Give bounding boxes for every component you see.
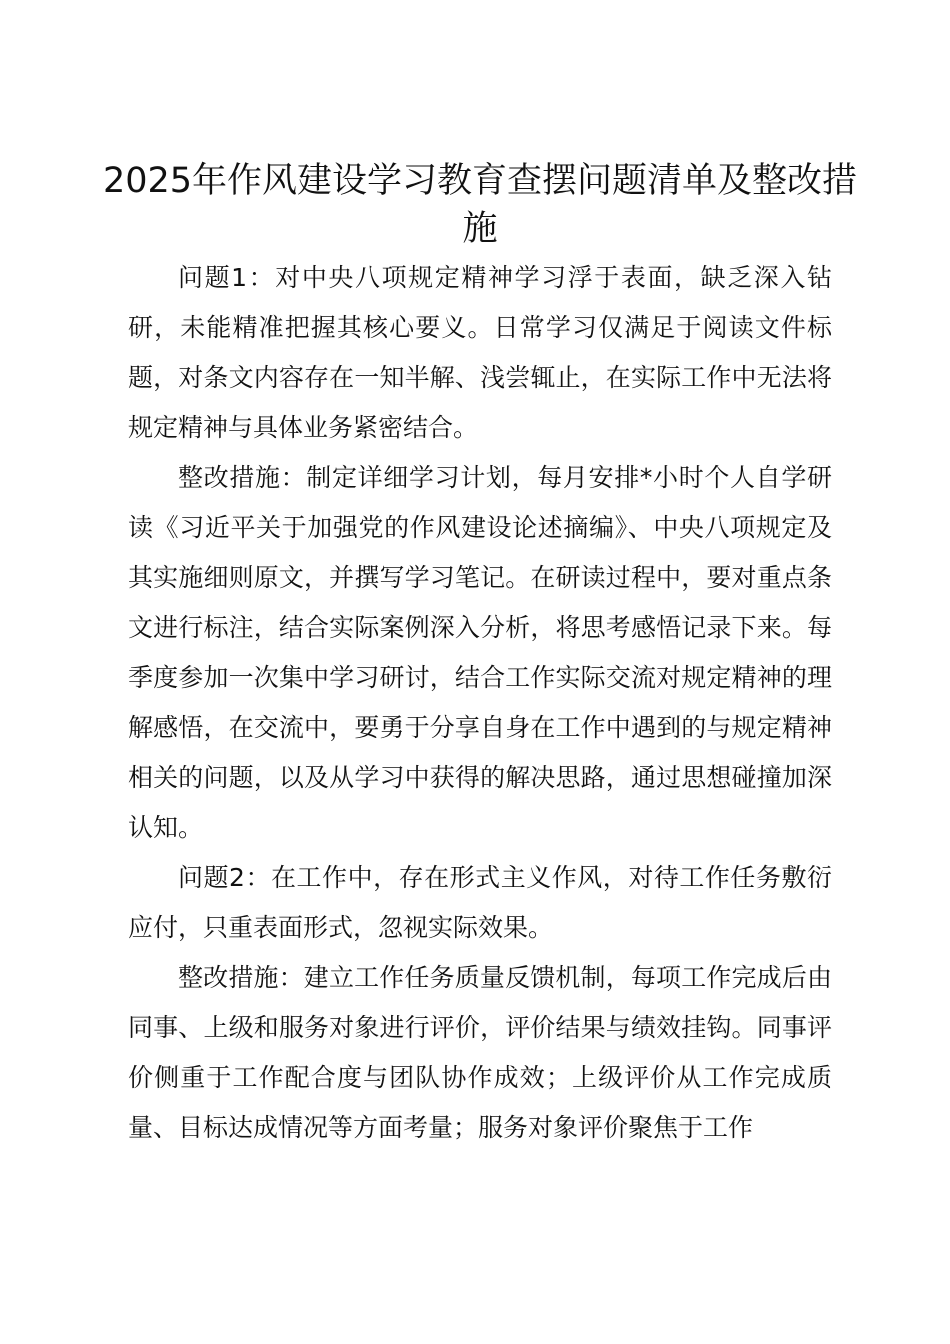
document-title: 2025年作风建设学习教育查摆问题清单及整改措施 <box>102 161 858 249</box>
paragraph-measure-2: 整改措施：建立工作任务质量反馈机制，每项工作完成后由同事、上级和服务对象进行评价，评价结果与绩效挂钩。同事评价侧重于工作配合度与团队协作成效；上级评价从工作完成质量、目标达成情况等方面考量；服务对象评价聚焦于工作 <box>128 963 832 1142</box>
paragraph-problem-2: 问题2：在工作中，存在形式主义作风，对待工作任务敷衍应付，只重表面形式，忽视实际效果。 <box>128 863 832 942</box>
paragraph-measure-1: 整改措施：制定详细学习计划，每月安排*小时个人自学研读《习近平关于加强党的作风建设论述摘编》、中央八项规定及其实施细则原文，并撰写学习笔记。在研读过程中，要对重点条文进行标注，结合实际案例深入分析，将思考感悟记录下来。每季度参加一次集中学习研讨，结合工作实际交流对规定精神的理解感悟，在交流中，要勇于分享自身在工作中遇到的与规定精神相关的问题，以及从学习中获得的解决思路，通过思想碰撞加深认知。 <box>128 463 832 842</box>
paragraph-problem-1: 问题1：对中央八项规定精神学习浮于表面，缺乏深入钻研，未能精准把握其核心要义。日常学习仅满足于阅读文件标题，对条文内容存在一知半解、浅尝辄止，在实际工作中无法将规定精神与具体业务紧密结合。 <box>128 263 832 442</box>
document-body <box>102 157 858 1153</box>
